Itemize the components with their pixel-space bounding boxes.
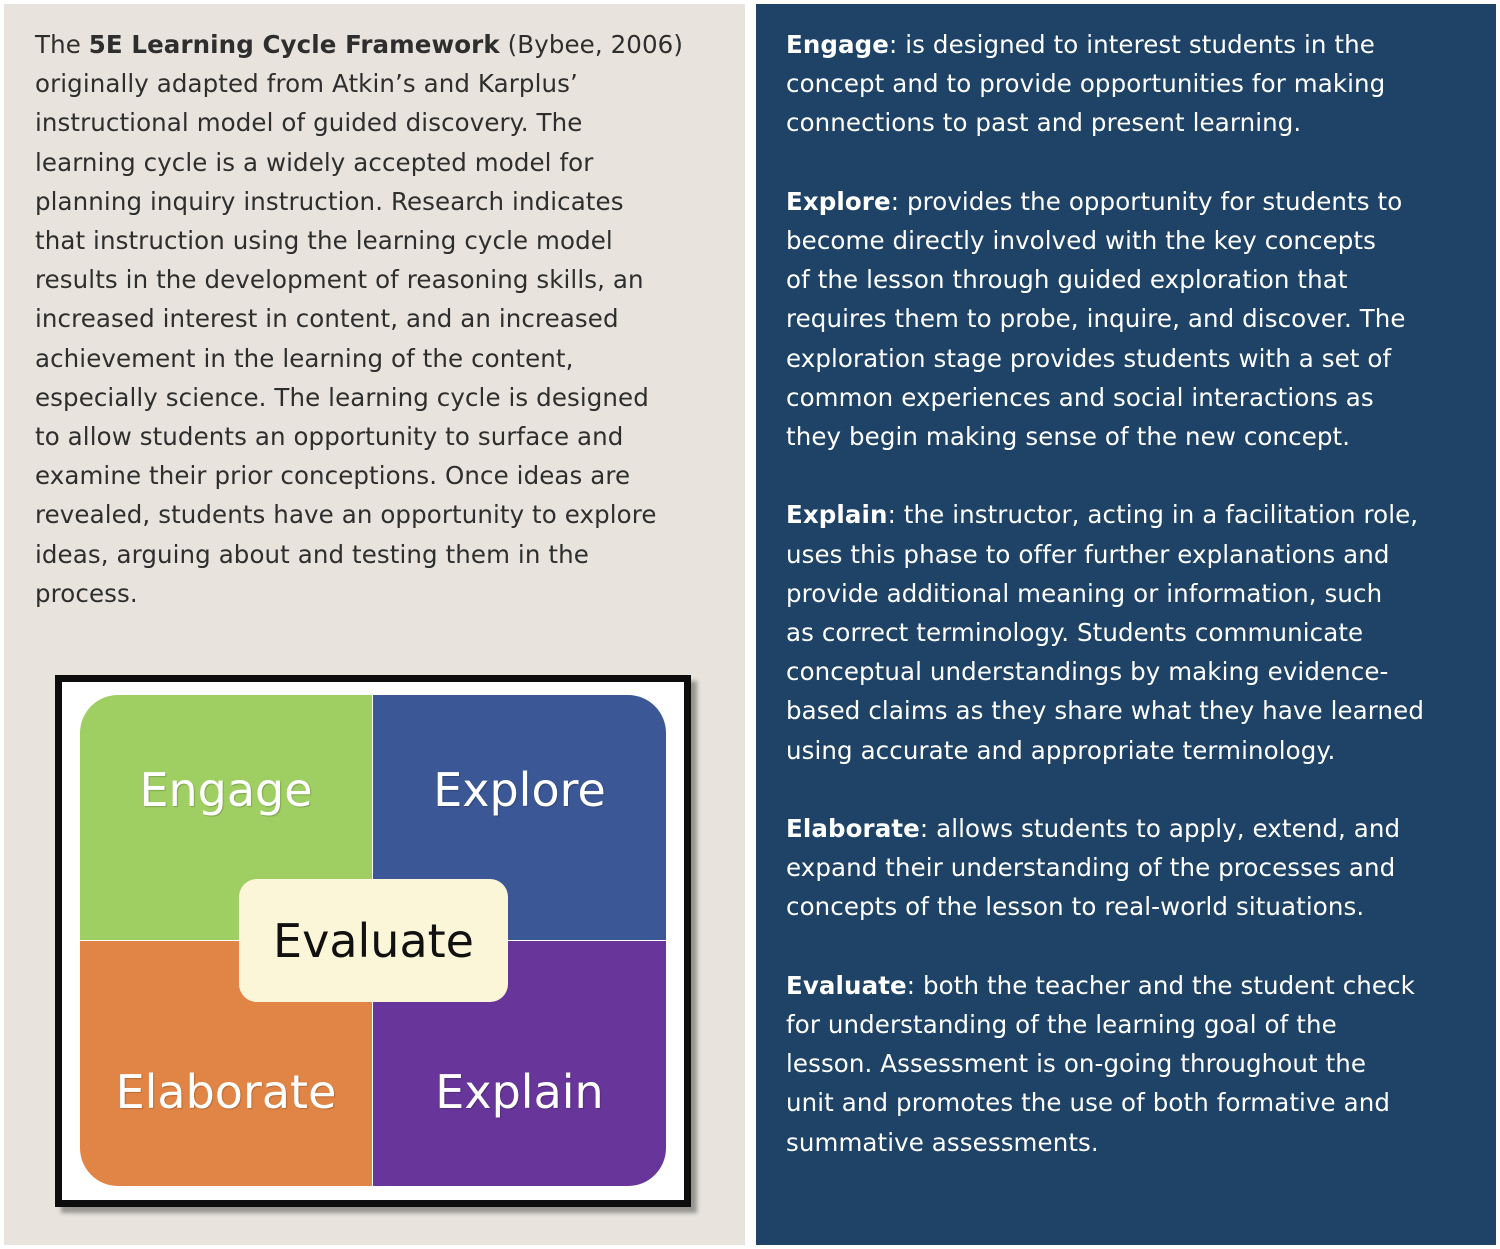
definition-term: Explain (786, 500, 888, 530)
definition-elaborate (786, 809, 1486, 927)
definition-term: Elaborate (786, 814, 920, 844)
intro-body: (Bybee, 2006) originally adapted from Atkin’s and Karplus’ instructional model of guided discovery. The learning cycle is a widely accepted model for planning inquiry instruction. Research indicates that instruction using the learning cycle model results in the development of reasoning skills, an increased interest in content, and an increased achievement in the learning of the content, especially science. The learning cycle is designed to allow students an opportunity to surface and examine their prior conceptions. Once ideas are revealed, students have an opportunity to explore ideas, arguing about and testing them in the process. (35, 30, 684, 608)
explain-quadrant: Explain (373, 941, 666, 1186)
definition-text: : the instructor, acting in a facilitation role, uses this phase to offer further explanations and provide additional meaning or information, such as correct terminology. Students communicate conceptual understandings by making evidence- based claims as they share what they have learned using accurate and appropriate terminology. (786, 500, 1424, 765)
framework-title: 5E Learning Cycle Framework (88, 30, 500, 59)
intro-lead: The (35, 30, 89, 59)
definition-explore (786, 182, 1486, 456)
definition-text: : allows students to apply, extend, and expand their understanding of the processes and concepts of the lesson to real-world situations. (786, 814, 1401, 922)
explore-quadrant: Explore (373, 695, 666, 940)
5e-diagram (55, 675, 691, 1207)
intro-paragraph (35, 25, 725, 613)
definition-text: : provides the opportunity for students to become directly involved with the key concepts of the lesson through guided exploration that requires them to probe, inquire, and discover. The exploration stage provides students with a set of common experiences and social interactions as they begin making sense of the new concept. (786, 186, 1406, 452)
definition-term: Evaluate (786, 970, 907, 1000)
engage-quadrant: Engage (80, 695, 372, 940)
definition-text: : is designed to interest students in the concept and to provide opportunities for making connections to past and present learning. (786, 30, 1386, 138)
definition-term: Explore (786, 186, 891, 216)
elaborate-quadrant: Elaborate (80, 941, 372, 1186)
definition-text: : both the teacher and the student check for understanding of the learning goal of the lesson. Assessment is on-going throughout the unit and promotes the use of both formative and summative assessments. (786, 970, 1415, 1157)
intro-panel (4, 4, 745, 1245)
definitions-list (786, 25, 1486, 1201)
evaluate-center-box: Evaluate (239, 879, 508, 1002)
definition-evaluate (786, 966, 1486, 1162)
definition-term: Engage (786, 30, 890, 59)
definition-explain (786, 495, 1486, 769)
definition-engage (786, 25, 1486, 143)
definitions-panel (756, 4, 1496, 1245)
